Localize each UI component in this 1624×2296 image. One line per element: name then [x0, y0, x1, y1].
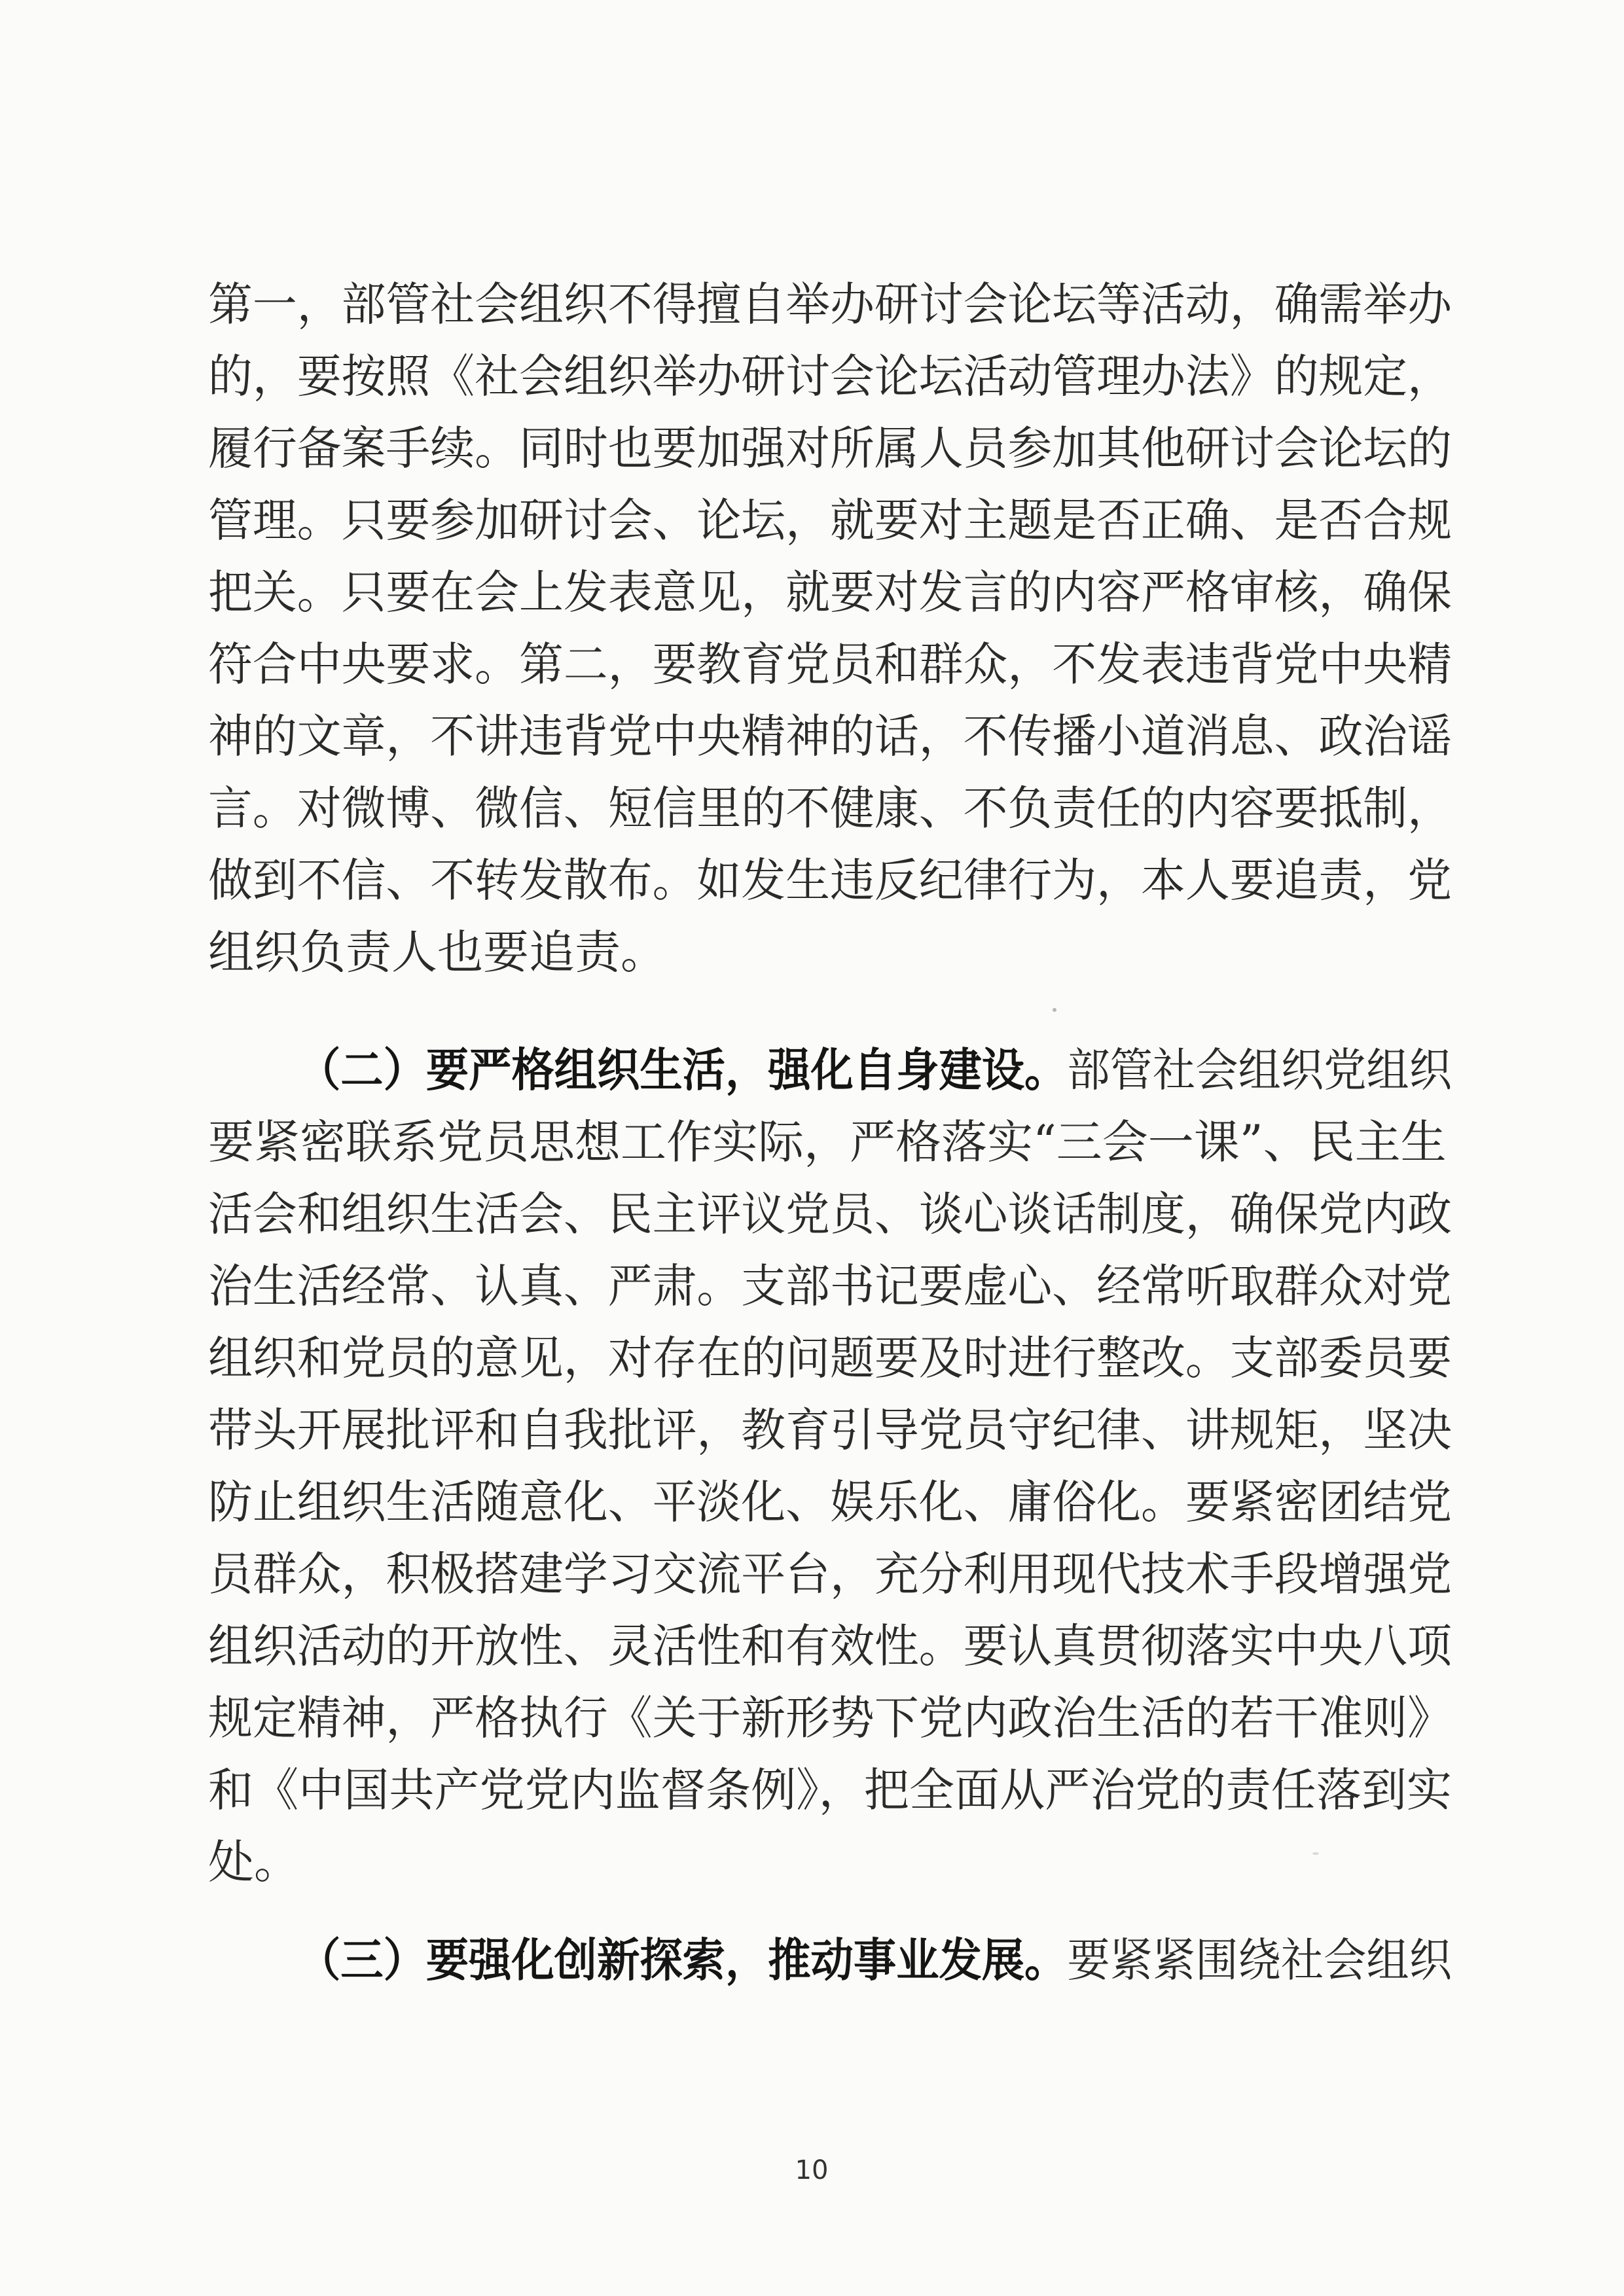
body-line-6 — [208, 628, 1452, 700]
line-text: 和《中国共产党党内监督条例》，把全面从严治党的责任落到实 — [208, 1763, 1452, 1817]
body-line-18 — [208, 1538, 1452, 1610]
line-text: 治生活经常、认真、严肃。支部书记要虚心、经常听取群众对党 — [208, 1259, 1452, 1313]
body-line-16 — [208, 1394, 1452, 1466]
line-text: 规定精神，严格执行《关于新形势下党内政治生活的若干准则》 — [208, 1691, 1452, 1745]
line-text: 履行备案手续。同时也要加强对所属人员参加其他研讨会论坛的 — [208, 422, 1452, 475]
line-text: 第一，部管社会组织不得擅自举办研讨会论坛等活动，确需举办 — [208, 278, 1452, 331]
line-text: 部管社会组织党组织 — [1067, 1043, 1452, 1097]
line-text: 带头开展批评和自我批评，教育引导党员守纪律、讲规矩，坚决 — [208, 1403, 1452, 1457]
body-line-5 — [208, 556, 1452, 628]
body-line-14 — [208, 1250, 1452, 1322]
line-text: 做到不信、不转发散布。如发生违反纪律行为，本人要追责，党 — [208, 853, 1452, 907]
line-text: 符合中央要求。第二，要教育党员和群众，不发表违背党中央精 — [208, 637, 1452, 691]
body-line-8 — [208, 772, 1452, 844]
body-line-22 — [208, 1826, 1452, 1898]
line-text: 的，要按照《社会组织举办研讨会论坛活动管理办法》的规定， — [208, 350, 1452, 403]
line-text: 言。对微博、微信、短信里的不健康、不负责任的内容要抵制， — [208, 781, 1452, 835]
scan-speck — [1053, 1008, 1056, 1012]
line-text: 员群众，积极搭建学习交流平台，充分利用现代技术手段增强党 — [208, 1547, 1452, 1601]
line-text: 组织和党员的意见，对存在的问题要及时进行整改。支部委员要 — [208, 1331, 1452, 1385]
body-line-3 — [208, 412, 1452, 484]
body-line-4 — [208, 484, 1452, 556]
line-text: 组织活动的开放性、灵活性和有效性。要认真贯彻落实中央八项 — [208, 1619, 1452, 1673]
body-line-21 — [208, 1754, 1452, 1826]
section-heading-2 — [298, 1034, 1452, 1106]
line-text: 把关。只要在会上发表意见，就要对发言的内容严格审核，确保 — [208, 565, 1452, 619]
scan-speck — [1312, 1852, 1319, 1855]
body-line-1 — [208, 268, 1452, 340]
section-heading-line — [298, 1034, 1452, 1106]
body-line-2 — [208, 340, 1452, 412]
section-heading-3 — [298, 1924, 1452, 1996]
body-line-20 — [208, 1682, 1452, 1754]
page-number: 10 — [795, 2155, 829, 2185]
body-line-9 — [208, 844, 1452, 916]
section-heading-text: （二）要严格组织生活，强化自身建设。 — [298, 1043, 1068, 1097]
body-line-13 — [208, 1178, 1452, 1250]
body-line-10 — [208, 916, 1452, 988]
line-text: 管理。只要参加研讨会、论坛，就要对主题是否正确、是否合规 — [208, 493, 1452, 547]
body-line-12 — [208, 1106, 1452, 1178]
line-text: 处。 — [208, 1835, 300, 1889]
line-text: 活会和组织生活会、民主评议党员、谈心谈话制度，确保党内政 — [208, 1187, 1452, 1241]
body-line-15 — [208, 1322, 1452, 1394]
line-text: 要紧密联系党员思想工作实际，严格落实“三会一课”、民主生 — [208, 1115, 1447, 1169]
line-text: 神的文章，不讲违背党中央精神的话，不传播小道消息、政治谣 — [208, 709, 1452, 763]
body-line-19 — [208, 1610, 1452, 1682]
line-text: 组织负责人也要追责。 — [208, 925, 666, 979]
section-heading-line — [298, 1924, 1452, 1996]
body-line-7 — [208, 700, 1452, 772]
line-text: 要紧紧围绕社会组织 — [1067, 1933, 1452, 1987]
line-text: 防止组织生活随意化、平淡化、娱乐化、庸俗化。要紧密团结党 — [208, 1475, 1452, 1529]
section-heading-text: （三）要强化创新探索，推动事业发展。 — [298, 1933, 1068, 1987]
body-line-17 — [208, 1466, 1452, 1538]
